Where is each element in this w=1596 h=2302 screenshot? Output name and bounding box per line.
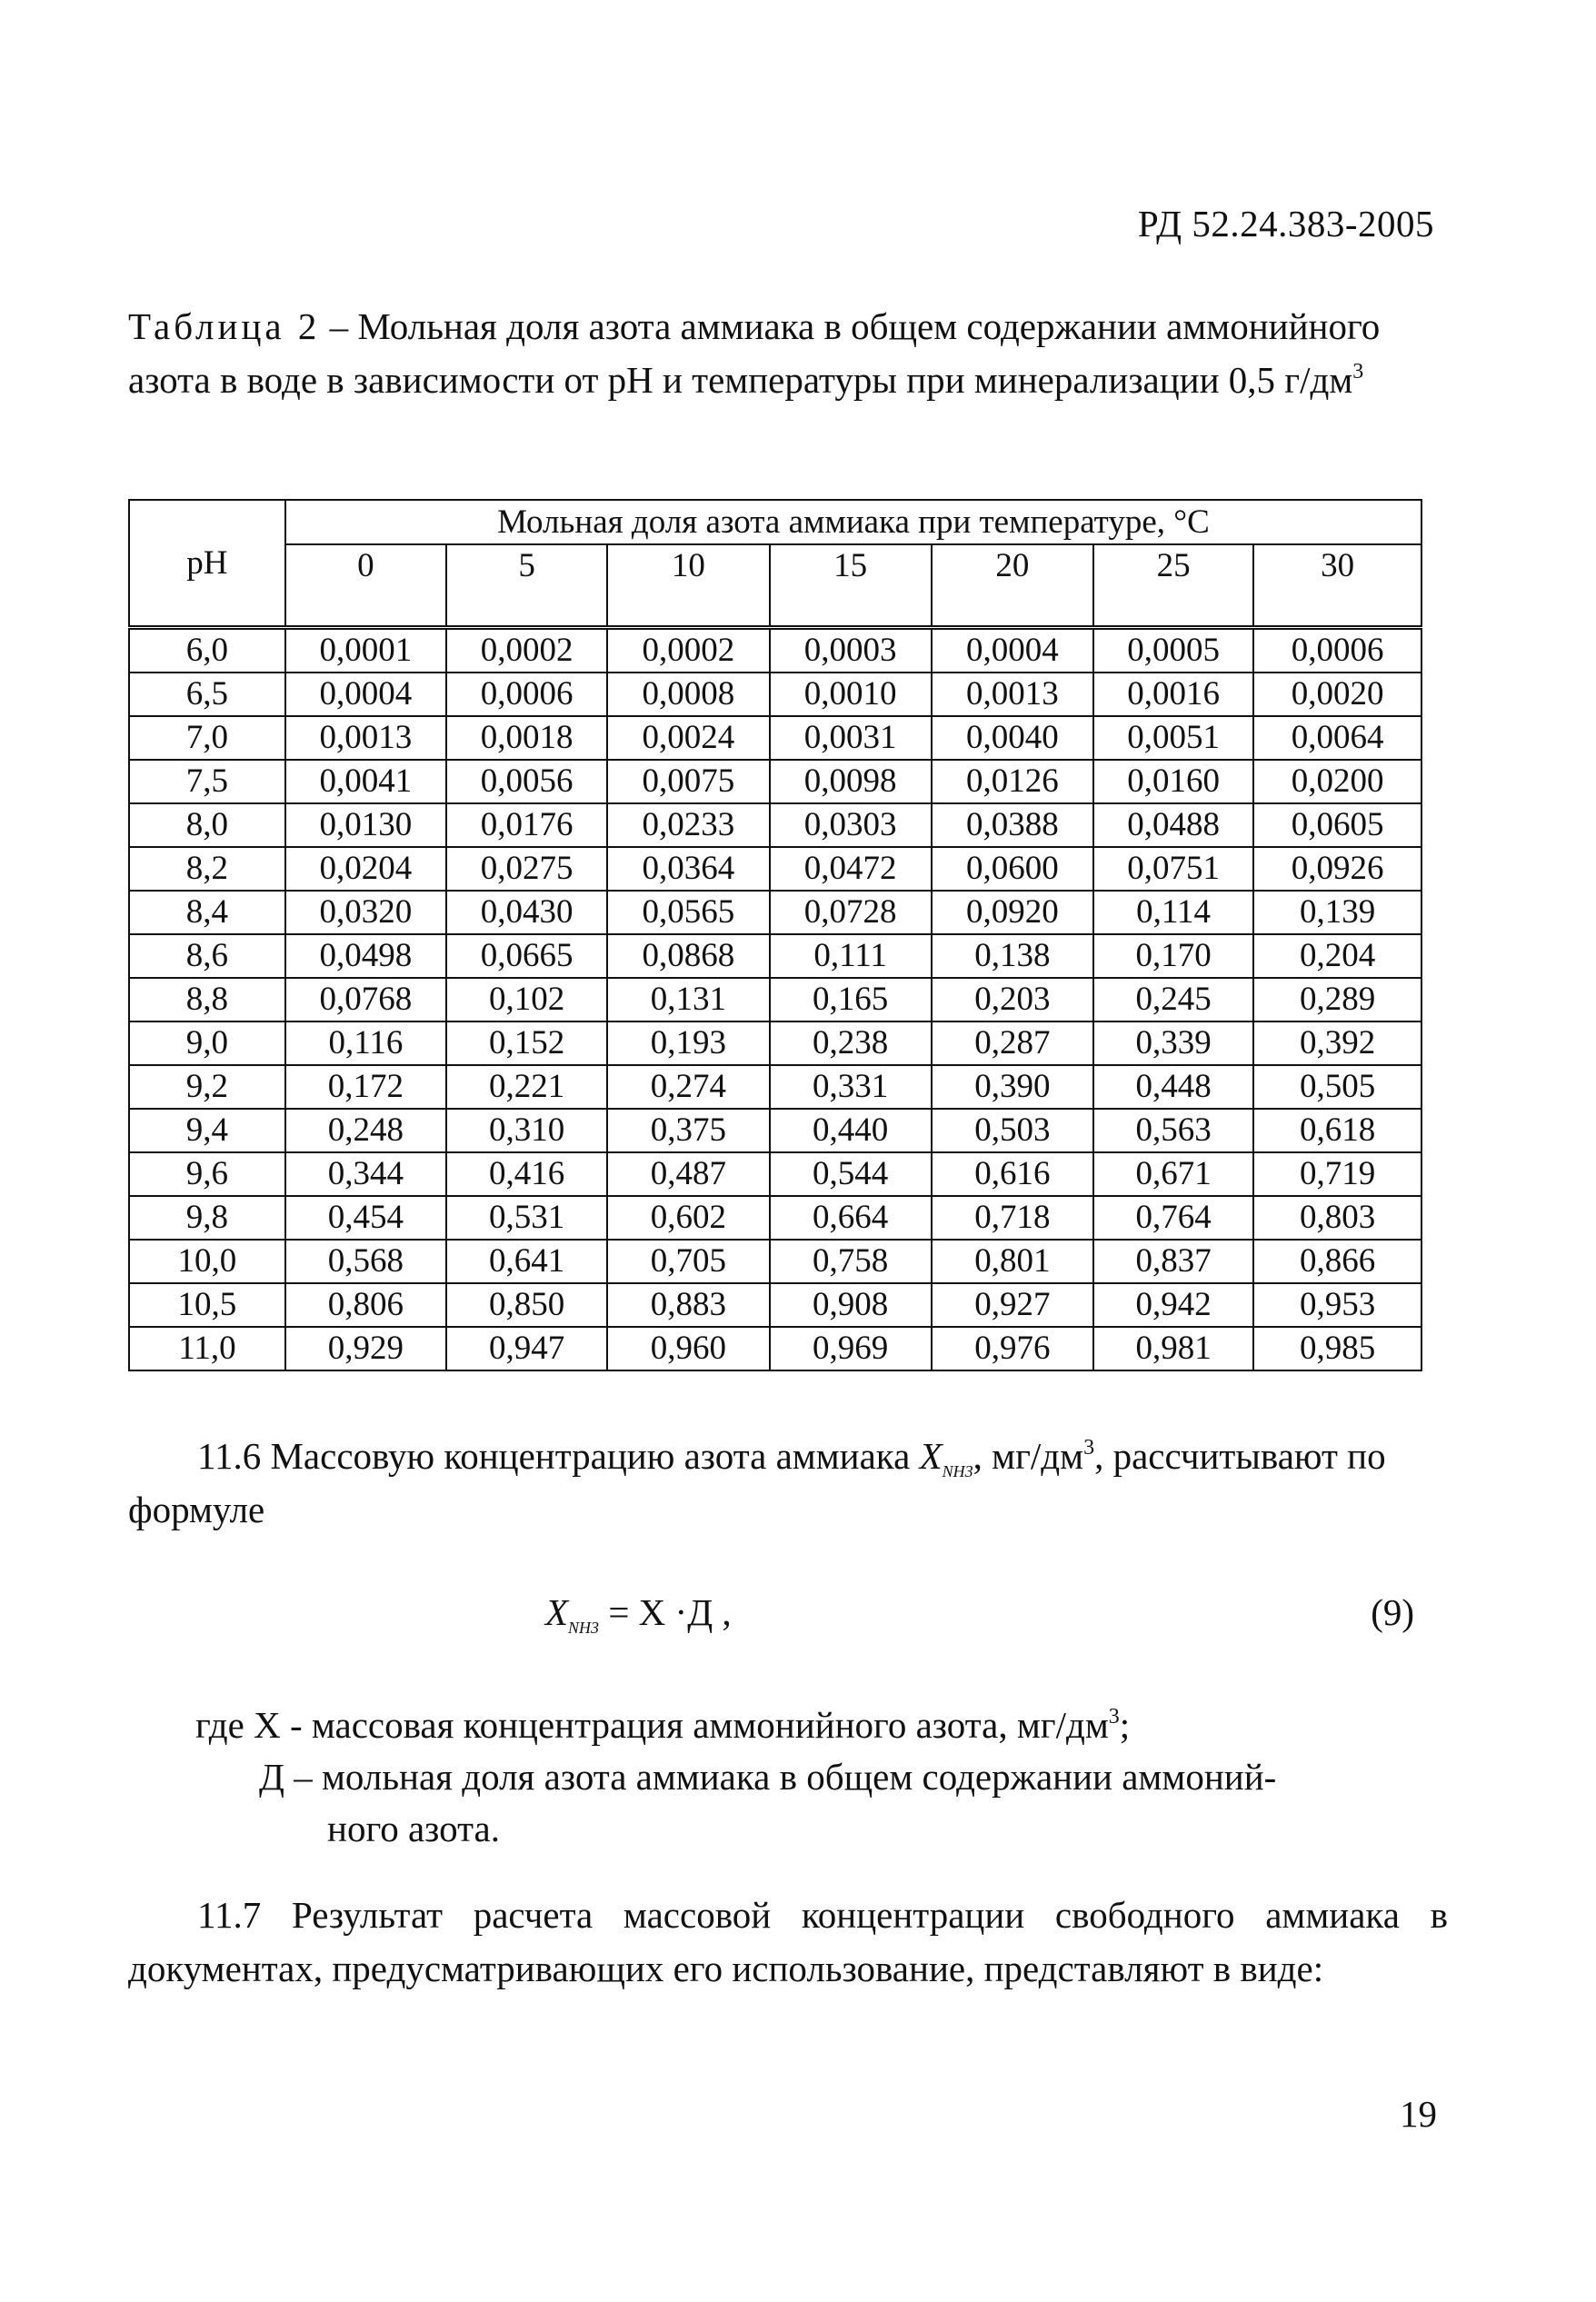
formula-9: [545, 1590, 732, 1638]
value-cell: 0,0160: [1093, 760, 1253, 803]
table-row: [129, 934, 1421, 978]
value-cell: 0,942: [1093, 1283, 1253, 1327]
ph-cell: 9,4: [129, 1109, 285, 1152]
value-cell: 0,193: [607, 1021, 769, 1065]
value-cell: 0,0200: [1253, 760, 1421, 803]
value-cell: 0,0130: [285, 803, 446, 847]
legend-x-text: где Х - массовая концентрация аммонийного азота, мг/дм: [195, 1704, 1109, 1746]
table-row: [129, 847, 1421, 891]
temperature-header-20: 20: [932, 544, 1093, 628]
table-label: Таблица 2: [128, 305, 321, 347]
table-row: [129, 716, 1421, 760]
value-cell: 0,0018: [446, 716, 607, 760]
value-cell: 0,392: [1253, 1021, 1421, 1065]
value-cell: 0,0013: [285, 716, 446, 760]
value-cell: 0,0004: [932, 628, 1093, 673]
value-cell: 0,102: [446, 978, 607, 1021]
value-cell: 0,0051: [1093, 716, 1253, 760]
value-cell: 0,0013: [932, 673, 1093, 716]
legend-line-d-cont: ного азота.: [327, 1808, 500, 1849]
value-cell: 0,131: [607, 978, 769, 1021]
value-cell: 0,0605: [1253, 803, 1421, 847]
temperature-header-25: 25: [1093, 544, 1253, 628]
ph-cell: 6,5: [129, 673, 285, 716]
value-cell: 0,0031: [770, 716, 932, 760]
value-cell: 0,929: [285, 1327, 446, 1370]
table-row: [129, 673, 1421, 716]
value-cell: 0,0040: [932, 716, 1093, 760]
value-cell: 0,310: [446, 1109, 607, 1152]
ph-cell: 7,5: [129, 760, 285, 803]
value-cell: 0,563: [1093, 1109, 1253, 1152]
ph-cell: 6,0: [129, 628, 285, 673]
p116-var: X: [919, 1435, 943, 1477]
value-cell: 0,138: [932, 934, 1093, 978]
value-cell: 0,287: [932, 1021, 1093, 1065]
value-cell: 0,705: [607, 1240, 769, 1283]
ph-cell: 11,0: [129, 1327, 285, 1370]
value-cell: 0,331: [770, 1065, 932, 1109]
table-row: [129, 803, 1421, 847]
value-cell: 0,718: [932, 1196, 1093, 1240]
value-cell: 0,602: [607, 1196, 769, 1240]
value-cell: 0,0926: [1253, 847, 1421, 891]
ph-column-header: pH: [129, 500, 285, 628]
table-row: [129, 1196, 1421, 1240]
legend-x-end: ;: [1119, 1704, 1131, 1746]
value-cell: 0,503: [932, 1109, 1093, 1152]
value-cell: 0,505: [1253, 1065, 1421, 1109]
value-cell: 0,454: [285, 1196, 446, 1240]
value-cell: 0,806: [285, 1283, 446, 1327]
value-cell: 0,0303: [770, 803, 932, 847]
value-cell: 0,801: [932, 1240, 1093, 1283]
value-cell: 0,0768: [285, 978, 446, 1021]
value-cell: 0,238: [770, 1021, 932, 1065]
value-cell: 0,0364: [607, 847, 769, 891]
value-cell: 0,0008: [607, 673, 769, 716]
value-cell: 0,664: [770, 1196, 932, 1240]
value-cell: 0,0751: [1093, 847, 1253, 891]
value-cell: 0,641: [446, 1240, 607, 1283]
value-cell: 0,0003: [770, 628, 932, 673]
value-cell: 0,0064: [1253, 716, 1421, 760]
ph-cell: 9,8: [129, 1196, 285, 1240]
paragraph-11-6: [128, 1430, 1448, 1537]
table-row: [129, 1240, 1421, 1283]
ammonia-fraction-table: [128, 499, 1422, 1371]
value-cell: 0,0920: [932, 891, 1093, 934]
value-cell: 0,204: [1253, 934, 1421, 978]
value-cell: 0,0006: [1253, 628, 1421, 673]
paragraph-11-7: 11.7 Результат расчета массовой концентрации свободного аммиака в документах, предусматривающих его использование, представляют в виде:: [128, 1894, 1448, 1989]
value-cell: 0,0665: [446, 934, 607, 978]
value-cell: 0,0024: [607, 716, 769, 760]
temperature-header-5: 5: [446, 544, 607, 628]
value-cell: 0,139: [1253, 891, 1421, 934]
value-cell: 0,883: [607, 1283, 769, 1327]
value-cell: 0,221: [446, 1065, 607, 1109]
formula-number: (9): [1371, 1591, 1414, 1633]
value-cell: 0,0204: [285, 847, 446, 891]
legend-x-sup: 3: [1108, 1705, 1120, 1729]
ph-cell: 8,8: [129, 978, 285, 1021]
value-cell: 0,0006: [446, 673, 607, 716]
value-cell: 0,947: [446, 1327, 607, 1370]
value-cell: 0,908: [770, 1283, 932, 1327]
value-cell: 0,0233: [607, 803, 769, 847]
value-cell: 0,0565: [607, 891, 769, 934]
value-cell: 0,440: [770, 1109, 932, 1152]
value-cell: 0,0176: [446, 803, 607, 847]
value-cell: 0,289: [1253, 978, 1421, 1021]
value-cell: 0,111: [770, 934, 932, 978]
value-cell: 0,339: [1093, 1021, 1253, 1065]
table-row: [129, 760, 1421, 803]
value-cell: 0,0010: [770, 673, 932, 716]
value-cell: 0,0600: [932, 847, 1093, 891]
value-cell: 0,0126: [932, 760, 1093, 803]
formula-lhs-sub: NH3: [568, 1619, 600, 1638]
ph-cell: 8,6: [129, 934, 285, 978]
value-cell: 0,758: [770, 1240, 932, 1283]
table-row: [129, 628, 1421, 673]
temperature-header-10: 10: [607, 544, 769, 628]
value-cell: 0,0320: [285, 891, 446, 934]
value-cell: 0,837: [1093, 1240, 1253, 1283]
value-cell: 0,568: [285, 1240, 446, 1283]
temperature-header-15: 15: [770, 544, 932, 628]
value-cell: 0,0002: [607, 628, 769, 673]
value-cell: 0,0020: [1253, 673, 1421, 716]
p116-text-before: 11.6 Массовую концентрацию азота аммиака: [197, 1435, 920, 1477]
value-cell: 0,0728: [770, 891, 932, 934]
value-cell: 0,114: [1093, 891, 1253, 934]
value-cell: 0,165: [770, 978, 932, 1021]
p116-text-end: , рассчитывают по формуле: [128, 1435, 1386, 1530]
document-code: РД 52.24.383-2005: [1137, 203, 1434, 244]
ph-cell: 8,2: [129, 847, 285, 891]
formula-rhs: = Х ·Д ,: [599, 1591, 732, 1633]
value-cell: 0,448: [1093, 1065, 1253, 1109]
temperature-header-0: 0: [285, 544, 446, 628]
value-cell: 0,0041: [285, 760, 446, 803]
value-cell: 0,152: [446, 1021, 607, 1065]
value-cell: 0,616: [932, 1152, 1093, 1196]
table-row: [129, 1109, 1421, 1152]
ph-cell: 10,5: [129, 1283, 285, 1327]
value-cell: 0,985: [1253, 1327, 1421, 1370]
ph-cell: 8,4: [129, 891, 285, 934]
caption-text: Мольная доля азота аммиака в общем содержании аммонийного азота в воде в зависимости от pH и температуры при минерализации 0,5 г/дм: [128, 305, 1381, 401]
table-body: [129, 628, 1421, 1371]
value-cell: 0,544: [770, 1152, 932, 1196]
temperature-header-row: [129, 544, 1421, 628]
p116-var-sub: NH3: [942, 1462, 973, 1481]
table-row: [129, 1327, 1421, 1370]
table-row: [129, 1283, 1421, 1327]
table-row: [129, 978, 1421, 1021]
value-cell: 0,172: [285, 1065, 446, 1109]
value-cell: 0,416: [446, 1152, 607, 1196]
value-cell: 0,0275: [446, 847, 607, 891]
value-cell: 0,671: [1093, 1152, 1253, 1196]
caption-dash: –: [320, 305, 358, 347]
table-row: [129, 1152, 1421, 1196]
value-cell: 0,803: [1253, 1196, 1421, 1240]
value-cell: 0,0098: [770, 760, 932, 803]
value-cell: 0,0472: [770, 847, 932, 891]
formula-legend: [195, 1699, 1450, 1855]
ph-cell: 10,0: [129, 1240, 285, 1283]
value-cell: 0,953: [1253, 1283, 1421, 1327]
value-cell: 0,0002: [446, 628, 607, 673]
value-cell: 0,0016: [1093, 673, 1253, 716]
value-cell: 0,245: [1093, 978, 1253, 1021]
value-cell: 0,116: [285, 1021, 446, 1065]
value-cell: 0,981: [1093, 1327, 1253, 1370]
table-row: [129, 1021, 1421, 1065]
p116-unit-sup: 3: [1083, 1436, 1095, 1460]
ph-cell: 7,0: [129, 716, 285, 760]
value-cell: 0,203: [932, 978, 1093, 1021]
value-cell: 0,866: [1253, 1240, 1421, 1283]
value-cell: 0,487: [607, 1152, 769, 1196]
value-cell: 0,976: [932, 1327, 1093, 1370]
table-caption: [128, 300, 1437, 407]
formula-lhs: X: [545, 1591, 569, 1633]
value-cell: 0,618: [1253, 1109, 1421, 1152]
temperature-group-header: Мольная доля азота аммиака при температуре, °С: [285, 500, 1421, 544]
ph-cell: 9,2: [129, 1065, 285, 1109]
value-cell: 0,0498: [285, 934, 446, 978]
table-row: [129, 1065, 1421, 1109]
value-cell: 0,0075: [607, 760, 769, 803]
value-cell: 0,531: [446, 1196, 607, 1240]
page-number: 19: [1400, 2093, 1437, 2135]
value-cell: 0,0005: [1093, 628, 1253, 673]
value-cell: 0,248: [285, 1109, 446, 1152]
ph-cell: 9,0: [129, 1021, 285, 1065]
value-cell: 0,927: [932, 1283, 1093, 1327]
legend-line-d: Д – мольная доля азота аммиака в общем содержании аммоний-: [259, 1756, 1277, 1798]
legend-line-x: [195, 1699, 1450, 1751]
ph-cell: 8,0: [129, 803, 285, 847]
temperature-header-30: 30: [1253, 544, 1421, 628]
ph-cell: 9,6: [129, 1152, 285, 1196]
value-cell: 0,0001: [285, 628, 446, 673]
value-cell: 0,344: [285, 1152, 446, 1196]
value-cell: 0,960: [607, 1327, 769, 1370]
value-cell: 0,850: [446, 1283, 607, 1327]
value-cell: 0,274: [607, 1065, 769, 1109]
value-cell: 0,969: [770, 1327, 932, 1370]
value-cell: 0,764: [1093, 1196, 1253, 1240]
value-cell: 0,375: [607, 1109, 769, 1152]
value-cell: 0,0388: [932, 803, 1093, 847]
table-row: [129, 891, 1421, 934]
value-cell: 0,719: [1253, 1152, 1421, 1196]
value-cell: 0,0430: [446, 891, 607, 934]
value-cell: 0,0868: [607, 934, 769, 978]
value-cell: 0,390: [932, 1065, 1093, 1109]
value-cell: 0,0488: [1093, 803, 1253, 847]
caption-superscript: 3: [1352, 360, 1364, 384]
value-cell: 0,0004: [285, 673, 446, 716]
p116-text-after: , мг/дм: [973, 1435, 1084, 1477]
value-cell: 0,0056: [446, 760, 607, 803]
value-cell: 0,170: [1093, 934, 1253, 978]
